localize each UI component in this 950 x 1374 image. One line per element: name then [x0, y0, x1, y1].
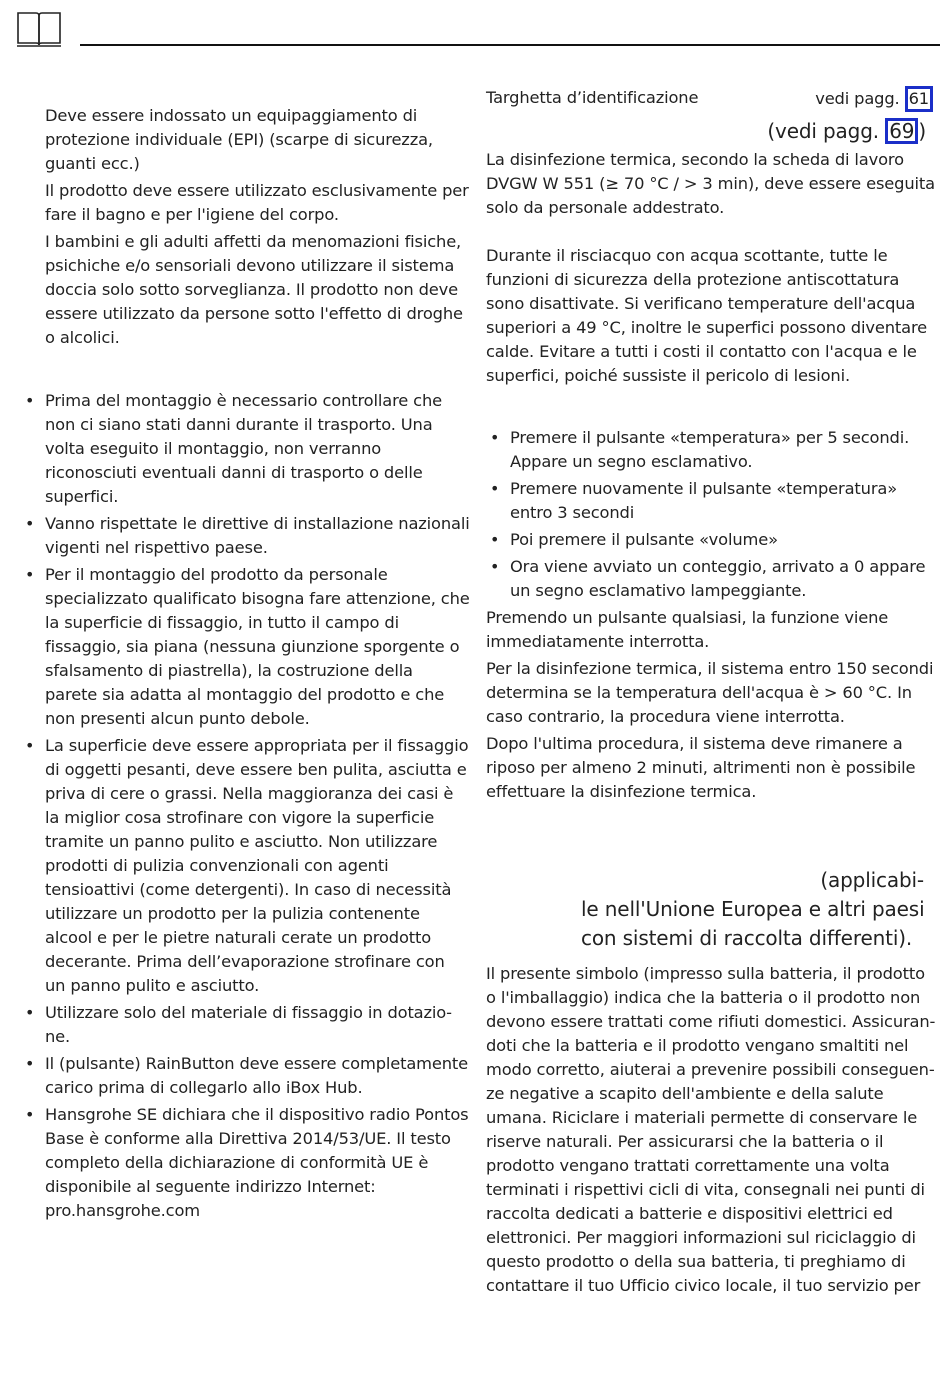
list-item: • Vanno rispettate le direttive di installazione nazionali vigenti nel rispettivo paese. — [45, 512, 470, 560]
list-item: • Prima del montaggio è necessario controllare che non ci siano stati danni durante il trasporto. Una volta eseguito il montaggio, non verranno riconosciuti eventuali danni di trasporto o delle superfici. — [45, 389, 470, 509]
list-item: • La superficie deve essere appropriata per il fissaggio di oggetti pesanti, deve essere ben pulita, asciutta e priva di cere o grassi. Nella maggioranza dei casi è la miglior cosa strofinare con vigore la superficie tramite un panno pulito e asciutto. Non utilizzare prodotti di pulizia convenzionali con agenti tensioattivi (come detergenti). In caso di necessità utilizzare un prodotto per la pulizia contenente alcool e per le pietre naturali cerate un prodotto decerante. Prima dell’evaporazione strofinare con un panno pulito e asciutto. — [45, 734, 470, 998]
disinfection-intro-paragraph: La disinfezione termica, secondo la scheda di lavoro DVGW W 551 (≥ 70 °C / > 3 min), deve essere eseguita solo da personale addestrato. — [486, 150, 935, 217]
list-item: • Per il montaggio del prodotto da personale specializzato qualificato bisogna fare attenzione, che la superficie di fissaggio, in tutto il campo di fissaggio, sia piana (nessuna giunzione sporgente o sfalsamento di piastrella), la costruzione della parete sia adatta al montaggio del prodotto e che non presenti alcun punto debole. — [45, 563, 470, 731]
page-reference: vedi pagg. 61 — [815, 86, 933, 112]
page-reference-large: (vedi pagg. 69 ) — [767, 119, 926, 143]
disposal-paragraph: Il presente simbolo (impresso sulla batteria, il prodotto o l'imballaggio) indica che la batteria o il prodotto non devono essere trattati come rifiuti domestici. Assicurandoti che la batteria e il prodotto vengano smaltiti nel modo corretto, aiuterai a prevenire possibili conseguenze negative a scapito dell'ambiente e della salute umana. Riciclare i materiali permette di conservare le riserve naturali. Per assicurarsi che la batteria o il prodotto vengano trattati correttamente una volta terminati i rispettivi cicli di vita, consegnali nei punti di raccolta dedicati a batterie e dispositivi elettrici ed elettronici. Per maggiori informazioni sul riciclaggio di questo prodotto o della sua batteria, ti preghiamo di contattare il tuo Ufficio civico locale, il tuo servizio per — [486, 964, 936, 1295]
list-item: • Hansgrohe SE dichiara che il dispositivo radio Pontos Base è conforme alla Direttiva 2014/53/UE. Il testo completo della dichiarazione di conformità UE è disponibile al seguente indirizzo Internet: pro.hansgrohe.com — [45, 1103, 470, 1223]
ppe-paragraph: Deve essere indossato un equipaggiamento di protezione individuale (EPI) (scarpe di sicurezza, guanti ecc.) — [45, 106, 433, 173]
list-item: • Ora viene avviato un conteggio, arrivato a 0 appare un segno esclamativo lampeggiante. — [510, 555, 936, 603]
interrupt-paragraph: Premendo un pulsante qualsiasi, la funzione viene immediatamente interrotta. — [486, 608, 889, 651]
page-link-69[interactable]: 69 — [885, 118, 918, 144]
page-link-61[interactable]: 61 — [905, 86, 933, 112]
book-icon — [16, 10, 62, 48]
disinfection-steps-list — [510, 426, 936, 603]
list-item: • Premere il pulsante «temperatura» per 5 secondi. Appare un segno esclamativo. — [510, 426, 936, 474]
header-rule — [80, 44, 940, 46]
left-column — [45, 104, 470, 1226]
intended-use-paragraph: Il prodotto deve essere utilizzato esclusivamente per fare il bagno e per l'igiene del corpo. — [45, 181, 469, 224]
identification-plate-row — [486, 86, 936, 112]
identification-plate-label: Targhetta d’identificazione — [486, 88, 699, 107]
mounting-notes-list — [45, 389, 470, 1223]
list-item: • Il (pulsante) RainButton deve essere completamente carico prima di collegarlo allo iBox Hub. — [45, 1052, 470, 1100]
list-item: • Premere nuovamente il pulsante «temperatura» entro 3 secondi — [510, 477, 936, 525]
disposal-heading: (applicabi- le nell'Unione Europea e altri paesi con sistemi di raccolta differenti). — [581, 868, 925, 950]
list-item: • Poi premere il pulsante «volume» — [510, 528, 936, 552]
right-column — [486, 86, 936, 1301]
scald-warning-paragraph: Durante il risciacquo con acqua scottante, tutte le funzioni di sicurezza della protezione antiscottatura sono disattivate. Si verificano temperature dell'acqua superiori a 49 °C, inoltre le superfici possono diventare calde. Evitare a tutti i costi il contatto con l'acqua e le superfici, poiché sussiste il pericolo di lesioni. — [486, 246, 928, 385]
temperature-check-paragraph: Per la disinfezione termica, il sistema entro 150 secondi determina se la temperatura dell'acqua è > 60 °C. In caso contrario, la procedura viene interrotta. — [486, 659, 934, 726]
supervision-paragraph: I bambini e gli adulti affetti da menomazioni fisiche, psichiche e/o sensoriali devono utilizzare il sistema doccia solo sotto sorveglianza. Il prodotto non deve essere utilizzato da persone sotto l'effetto di droghe o alcolici. — [45, 232, 463, 347]
rest-period-paragraph: Dopo l'ultima procedura, il sistema deve rimanere a riposo per almeno 2 minuti, altrimenti non è possibile effettuare la disinfezione termica. — [486, 734, 916, 801]
list-item: • Utilizzare solo del materiale di fissaggio in dotazione. — [45, 1001, 470, 1049]
